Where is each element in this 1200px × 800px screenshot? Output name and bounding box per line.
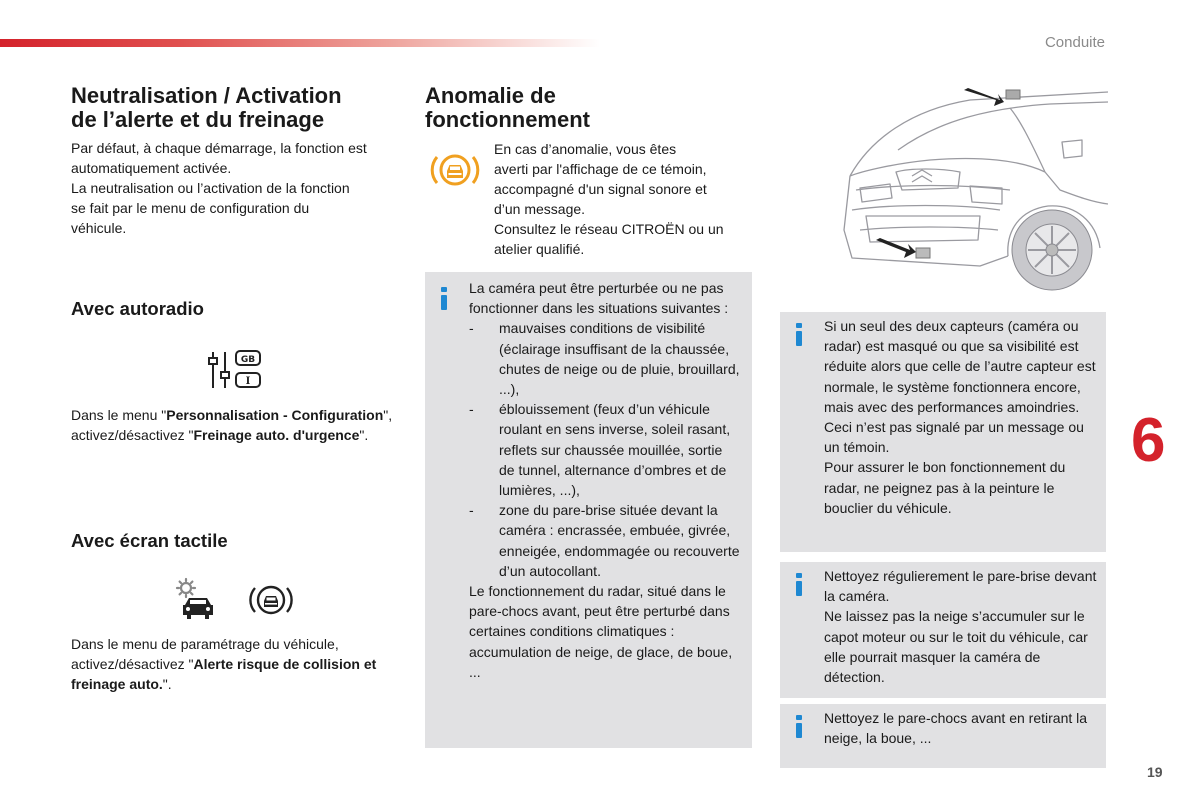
list-item: [469, 500, 741, 581]
autoradio-option-name: Freinage auto. d'urgence: [193, 427, 360, 443]
list-item-text: éblouissement (feux d’un véhicule roulant en sens inverse, soleil rasant, reflets sur chaussée mouillée, sortie de tunnel, alternance d’ombres et de lumières, ...),: [499, 401, 731, 499]
list-item: [469, 399, 741, 500]
info-icon: [794, 573, 804, 597]
info-icon: [794, 715, 804, 739]
warning-text: [494, 139, 754, 259]
vehicle-sensor-illustration: [830, 80, 1108, 310]
collision-brake-icon: [248, 580, 294, 620]
section-title: Conduite: [1044, 34, 1105, 51]
warning-line: atelier qualifié.: [494, 241, 585, 257]
left-intro: [71, 138, 411, 238]
autoradio-heading: Avec autoradio: [71, 298, 204, 319]
left-intro-line: La neutralisation ou l’activation de la fonction: [71, 180, 350, 196]
autoradio-text-part: Dans le menu ": [71, 407, 167, 423]
warning-line: d’un message.: [494, 201, 586, 217]
left-title-line2: de l’alerte et du freinage: [71, 107, 325, 132]
autoradio-text: [71, 405, 401, 445]
touchscreen-text: [71, 634, 406, 694]
warning-lamp-icon: [430, 148, 480, 192]
info-box-sensor-masked: [780, 312, 1106, 552]
left-intro-line: automatiquement activée.: [71, 160, 232, 176]
left-intro-line: se fait par le menu de configuration du: [71, 200, 310, 216]
info-box-text: [469, 278, 741, 682]
info-box-camera-limits: [425, 272, 752, 748]
info-outro: Le fonctionnement du radar, situé dans le pare-chocs avant, peut être perturbé dans certaines conditions climatiques : accumulation de neige, de glace, de boue, ...: [469, 583, 733, 680]
info-box-text: [824, 566, 1098, 687]
info-box-clean-windscreen: [780, 562, 1106, 698]
info-intro: La caméra peut être perturbée ou ne pas fonctionner dans les situations suivantes :: [469, 280, 729, 317]
touchscreen-heading: Avec écran tactile: [71, 530, 228, 551]
page-number: 19: [1147, 764, 1163, 780]
car-settings-icon: [175, 577, 219, 623]
touchscreen-option-name: Alerte risque de collision et freinage auto.: [71, 656, 377, 692]
touchscreen-text-part: ".: [162, 676, 172, 692]
middle-title-line2: fonctionnement: [425, 107, 590, 132]
header-red-bar: [0, 39, 600, 47]
list-item: [469, 318, 741, 399]
info-paragraph: Nettoyez le pare-chocs avant en retirant la neige, la boue, ...: [824, 710, 1088, 747]
badge-i: I: [245, 376, 251, 387]
list-item-text: zone du pare-brise située devant la caméra : encrassée, embuée, givrée, enneigée, endommagée ou recouverte d’un autocollant.: [499, 502, 740, 579]
left-title-line1: Neutralisation / Activation: [71, 83, 342, 108]
left-intro-line: Par défaut, à chaque démarrage, la fonction est: [71, 140, 367, 156]
settings-adjust-icon: [205, 348, 265, 390]
left-title: [71, 84, 342, 132]
info-paragraph: Ne laissez pas la neige s’accumuler sur le capot moteur ou sur le toit du véhicule, car elle pourrait masquer la caméra de détection.: [824, 608, 1088, 686]
badge-gb: GB: [240, 355, 256, 365]
info-paragraph: Pour assurer le bon fonctionnement du radar, ne peignez pas à la peinture le bouclier du véhicule.: [824, 459, 1066, 516]
info-box-text: [824, 708, 1098, 748]
list-dash: -: [469, 401, 474, 418]
info-paragraph: Si un seul des deux capteurs (caméra ou radar) est masqué ou que sa visibilité est réduite alors que celle de l’autre capteur est normale, le système fonctionnera encore, mais avec des performances amoindries. Ceci n’est pas signalé par un message ou un témoin.: [824, 318, 1096, 456]
autoradio-menu-name: Personnalisation - Configuration: [166, 407, 384, 423]
warning-line: En cas d’anomalie, vous êtes: [494, 141, 677, 157]
info-box-text: [824, 316, 1098, 518]
warning-line: averti par l'affichage de ce témoin,: [494, 161, 707, 177]
info-icon: [439, 287, 449, 311]
info-paragraph: Nettoyez régulierement le pare-brise devant la caméra.: [824, 568, 1097, 605]
left-intro-line: véhicule.: [71, 220, 127, 236]
chapter-number: 6: [1131, 406, 1166, 475]
info-box-clean-bumper: [780, 704, 1106, 768]
info-icon: [794, 323, 804, 347]
middle-title-line1: Anomalie de: [425, 83, 556, 108]
touchscreen-text-part: Dans le menu de paramétrage du véhicule, activez/désactivez ": [71, 636, 339, 672]
list-dash: -: [469, 320, 474, 337]
warning-line: Consultez le réseau CITROËN ou un: [494, 221, 724, 237]
list-item-text: mauvaises conditions de visibilité (éclairage insuffisant de la chaussée, chutes de neige ou de pluie, brouillard, ...),: [499, 320, 740, 398]
warning-line: accompagné d'un signal sonore et: [494, 181, 707, 197]
autoradio-text-part: ".: [359, 427, 369, 443]
middle-title: [425, 84, 590, 132]
autoradio-text-part: ", activez/désactivez ": [71, 407, 393, 443]
list-dash: -: [469, 502, 474, 519]
